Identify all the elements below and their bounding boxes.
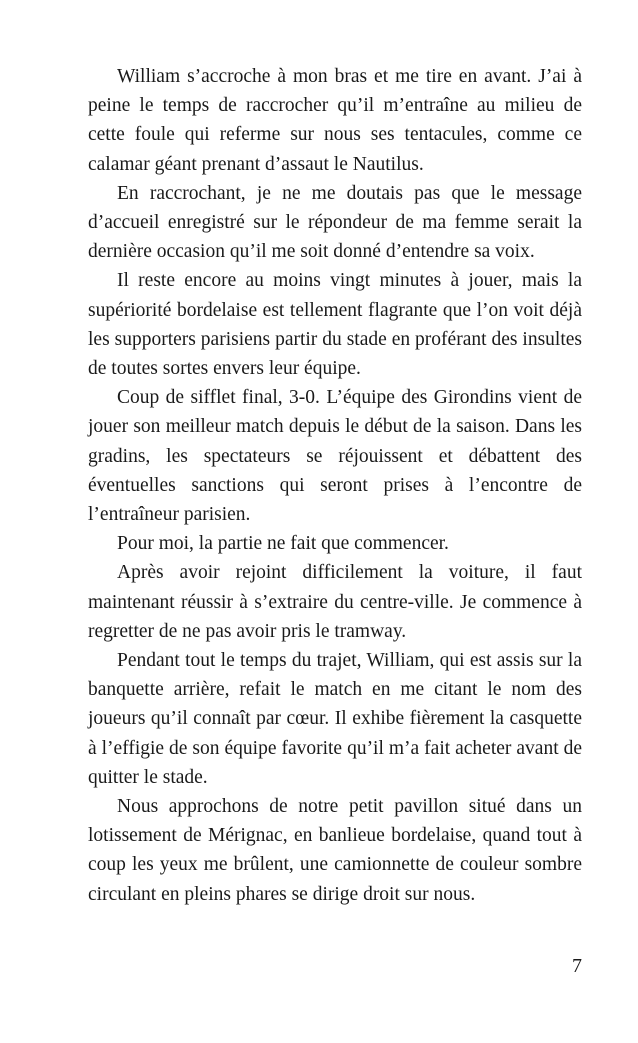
paragraph: Pendant tout le temps du trajet, William, qui est assis sur la banquette arrière, refait le match en me citant le nom des joueurs qu’il connaît par cœur. Il exhibe fièrement la casquette à l’effigie de son équipe favorite qu’il m’a fait acheter avant de quitter le stade. — [88, 650, 582, 788]
paragraph: Coup de sifflet final, 3-0. L’équipe des Girondins vient de jouer son meilleur match depuis le début de la saison. Dans les gradins, les spectateurs se réjouissent et débattent des éventuelles sanctions qui seront prises à l’encontre de l’entraîneur parisien. — [88, 387, 582, 526]
page-number: 7 — [572, 955, 582, 977]
paragraph: En raccrochant, je ne me doutais pas que le message d’accueil enregistré sur le répondeur de ma femme serait la dernière occasion qu’il me soit donné d’entendre sa voix. — [88, 182, 582, 263]
paragraph: Nous approchons de notre petit pavillon situé dans un lotissement de Mérignac, en banlieue bordelaise, quand tout à coup les yeux me brûlent, une camionnette de couleur sombre circulant en pleins phares se dirige droit sur nous. — [88, 796, 582, 905]
paragraph: William s’accroche à mon bras et me tire en avant. J’ai à peine le temps de raccrocher qu’il m’entraîne au milieu de cette foule qui referme sur nous ses tentacules, comme ce calamar géant prenant d’assaut le Nautilus. — [88, 66, 582, 175]
paragraph: Après avoir rejoint difficilement la voiture, il faut maintenant réussir à s’extraire du centre-ville. Je commence à regretter de ne pas avoir pris le tramway. — [88, 562, 582, 642]
page-content — [88, 62, 582, 909]
paragraph: Il reste encore au moins vingt minutes à jouer, mais la supériorité bordelaise est tellement flagrante que l’on voit déjà les supporters parisiens partir du stade en proférant des insultes de toutes sortes envers leur équipe. — [88, 270, 582, 380]
paragraph: Pour moi, la partie ne fait que commencer. — [117, 533, 449, 555]
text-body — [88, 62, 582, 909]
